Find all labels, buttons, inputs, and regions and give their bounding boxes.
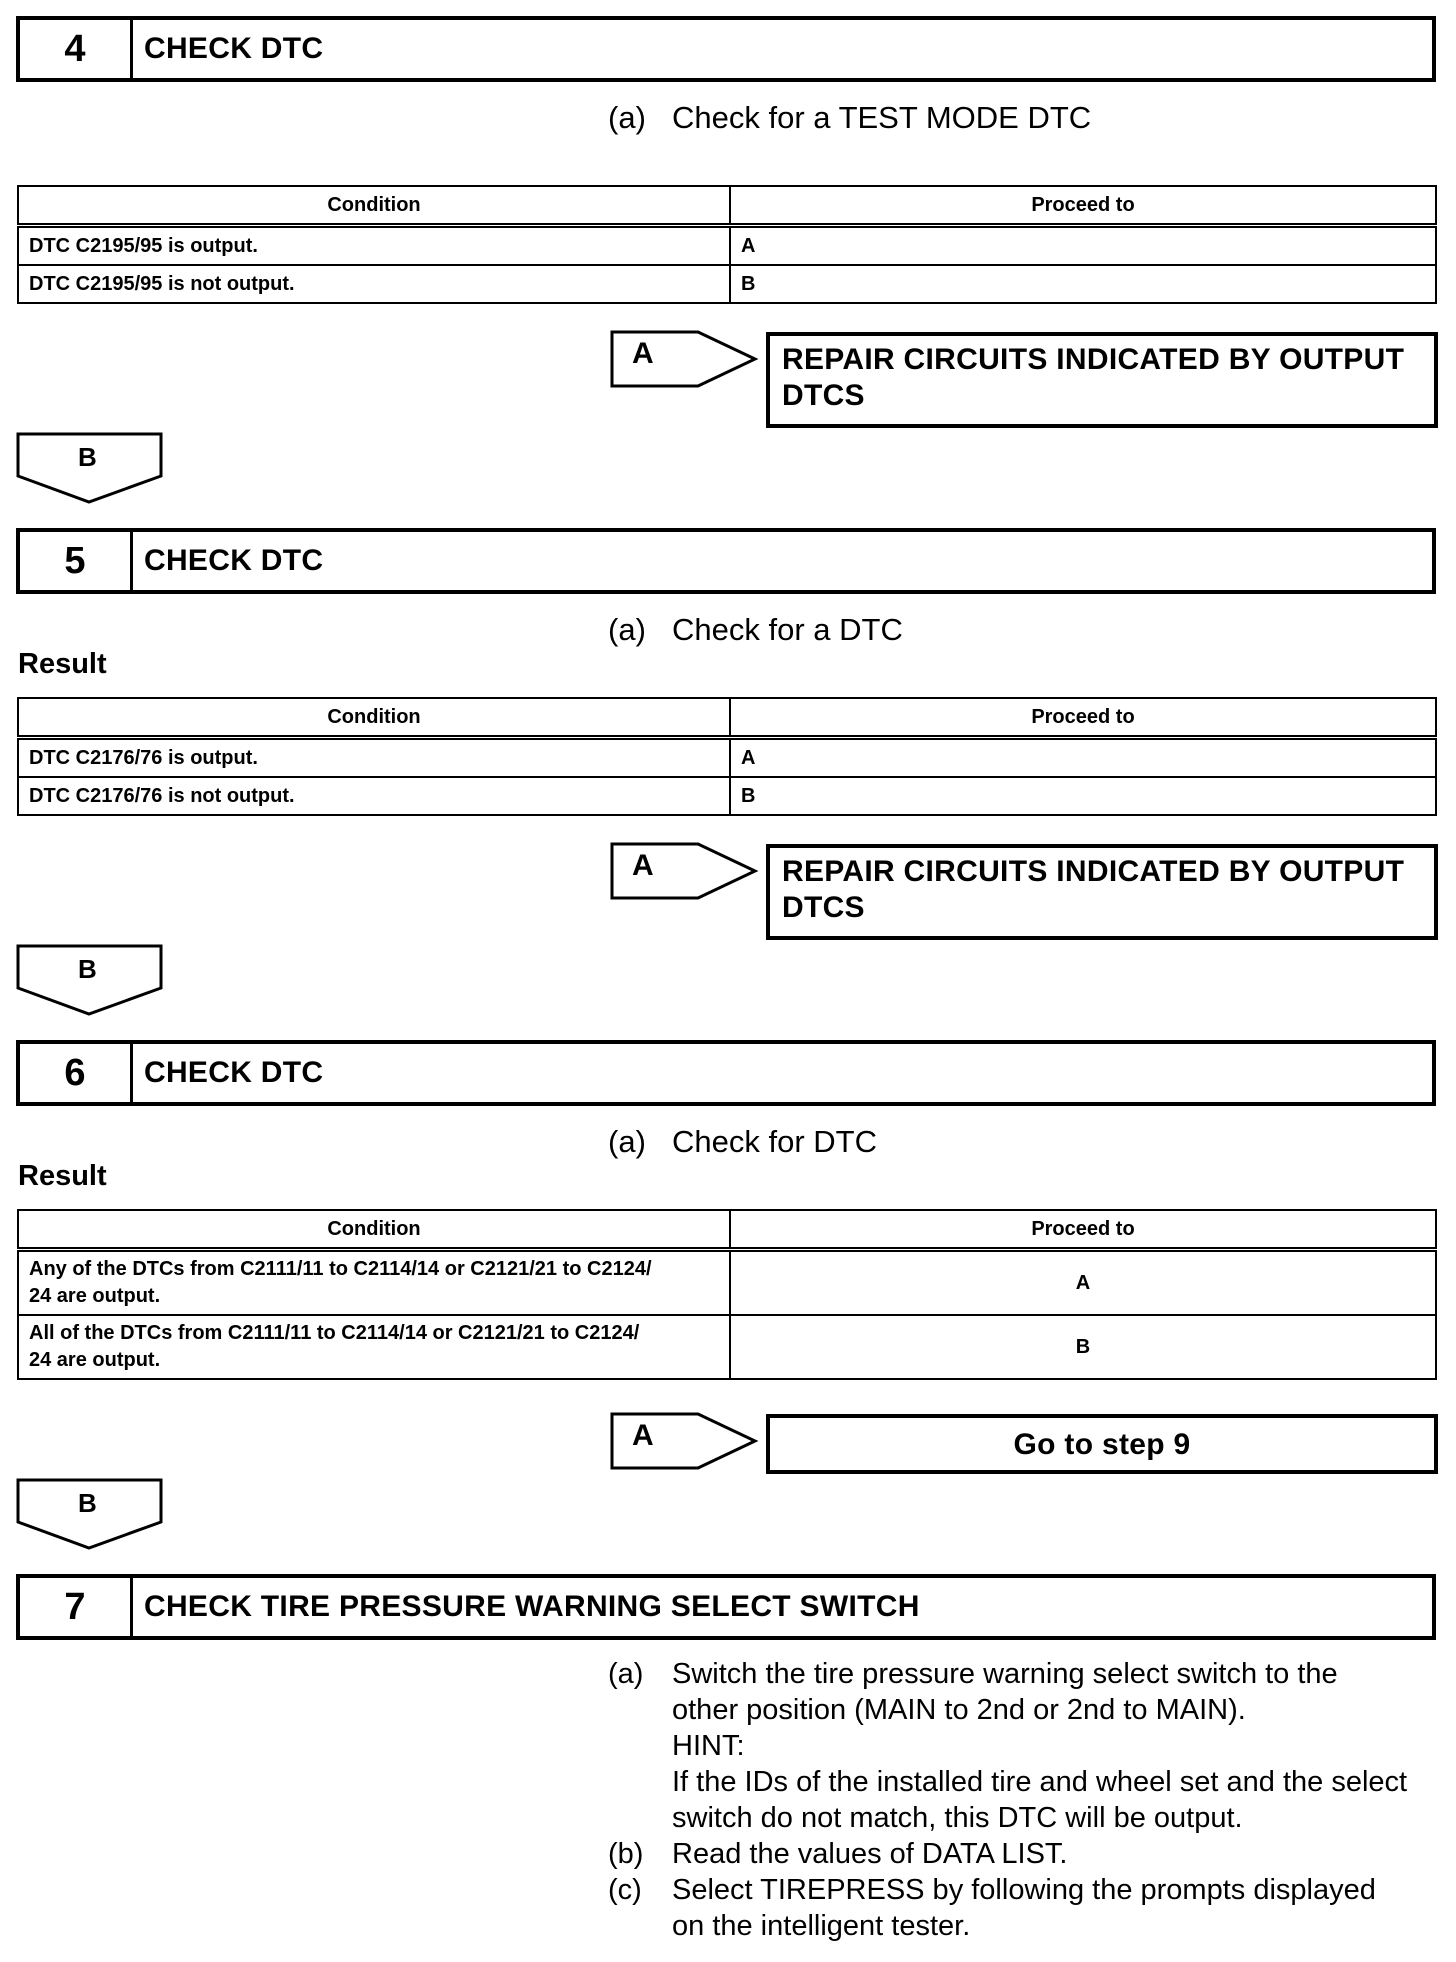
- condition-cell: DTC C2195/95 is output.: [18, 226, 730, 266]
- branch-letter: A: [632, 1419, 654, 1452]
- proceed-cell: B: [730, 265, 1436, 303]
- header-proceed-to: Proceed to: [730, 1210, 1436, 1250]
- header-proceed-to: Proceed to: [730, 186, 1436, 226]
- branch-a-result: Go to step 9: [766, 1414, 1438, 1474]
- step-4-condition-table: [17, 185, 1437, 304]
- instruction-line: other position (MAIN to 2nd or 2nd to MAIN).: [672, 1694, 1246, 1726]
- step-title: CHECK DTC: [144, 544, 324, 577]
- table-header-row: [18, 1210, 1436, 1250]
- proceed-cell: B: [730, 1315, 1436, 1379]
- sub-label: (c): [608, 1874, 642, 1906]
- step-7-header: [16, 1574, 1436, 1640]
- instruction-c: [608, 1872, 1428, 1944]
- header-proceed-to: Proceed to: [730, 698, 1436, 738]
- branch-a-arrow: [610, 1412, 760, 1470]
- sub-label: (a): [608, 1658, 644, 1690]
- branch-letter: B: [78, 1488, 97, 1518]
- step-6-header: [16, 1040, 1436, 1106]
- header-condition: Condition: [18, 186, 730, 226]
- header-condition: Condition: [18, 1210, 730, 1250]
- branch-letter: A: [632, 337, 654, 370]
- proceed-cell: A: [730, 226, 1436, 266]
- step-7-instructions: [608, 1656, 1428, 1944]
- step-title: CHECK TIRE PRESSURE WARNING SELECT SWITCH: [144, 1590, 920, 1623]
- step-5-condition-table: [17, 697, 1437, 816]
- proceed-cell: B: [730, 777, 1436, 815]
- condition-cell: DTC C2176/76 is output.: [18, 738, 730, 778]
- hint-line: switch do not match, this DTC will be output.: [672, 1802, 1243, 1834]
- step-number: 6: [20, 1044, 133, 1102]
- instruction-b: [608, 1836, 1428, 1872]
- result-line-2: DTCS: [782, 379, 865, 412]
- branch-a-result: [766, 844, 1438, 940]
- step-title: CHECK DTC: [144, 1056, 324, 1089]
- table-row: [18, 777, 1436, 815]
- condition-cell: DTC C2176/76 is not output.: [18, 777, 730, 815]
- condition-line-2: 24 are output.: [29, 1285, 161, 1307]
- sub-text: Check for DTC: [672, 1124, 877, 1159]
- proceed-cell: A: [730, 738, 1436, 778]
- branch-letter: B: [78, 954, 97, 984]
- step-5-header: [16, 528, 1436, 594]
- branch-a-arrow: [610, 330, 760, 388]
- step-6-sub-a: [608, 1124, 877, 1160]
- step-number: 4: [20, 20, 133, 78]
- table-row: [18, 738, 1436, 778]
- condition-line-2: 24 are output.: [29, 1349, 161, 1371]
- branch-b-arrow: [16, 1478, 164, 1550]
- result-label: Result: [18, 648, 107, 680]
- branch-a-result: [766, 332, 1438, 428]
- sub-label: (b): [608, 1838, 644, 1870]
- branch-a-arrow: [610, 842, 760, 900]
- condition-cell: DTC C2195/95 is not output.: [18, 265, 730, 303]
- result-line-2: DTCS: [782, 891, 865, 924]
- proceed-cell: A: [730, 1250, 1436, 1316]
- table-header-row: [18, 698, 1436, 738]
- step-4-sub-a: [608, 100, 1091, 136]
- condition-line-1: All of the DTCs from C2111/11 to C2114/14 or C2121/21 to C2124/: [29, 1322, 640, 1344]
- result-line-1: REPAIR CIRCUITS INDICATED BY OUTPUT: [782, 855, 1405, 888]
- sub-text: Check for a TEST MODE DTC: [672, 100, 1092, 135]
- table-row: [18, 226, 1436, 266]
- step-number: 5: [20, 532, 133, 590]
- instruction-line: Read the values of DATA LIST.: [672, 1838, 1068, 1870]
- instruction-a: [608, 1656, 1428, 1836]
- hint-line: If the IDs of the installed tire and wheel set and the select: [672, 1766, 1408, 1798]
- result-label: Result: [18, 1160, 107, 1192]
- table-header-row: [18, 186, 1436, 226]
- instruction-line: Switch the tire pressure warning select switch to the: [672, 1658, 1338, 1690]
- step-number: 7: [20, 1578, 133, 1636]
- step-5-sub-a: [608, 612, 903, 648]
- branch-letter: A: [632, 849, 654, 882]
- branch-b-arrow: [16, 432, 164, 504]
- step-4-header: [16, 16, 1436, 82]
- sub-label: (a): [608, 612, 646, 647]
- hint-label: HINT:: [672, 1730, 745, 1762]
- table-row: [18, 1250, 1436, 1316]
- table-row: [18, 265, 1436, 303]
- table-row: [18, 1315, 1436, 1379]
- instruction-line: Select TIREPRESS by following the prompts displayed: [672, 1874, 1376, 1906]
- step-6-condition-table: [17, 1209, 1437, 1380]
- instruction-line: on the intelligent tester.: [672, 1910, 971, 1942]
- header-condition: Condition: [18, 698, 730, 738]
- condition-cell: [18, 1250, 730, 1316]
- step-title: CHECK DTC: [144, 32, 324, 65]
- result-line-1: REPAIR CIRCUITS INDICATED BY OUTPUT: [782, 343, 1405, 376]
- branch-b-arrow: [16, 944, 164, 1016]
- sub-label: (a): [608, 1124, 646, 1159]
- sub-label: (a): [608, 100, 646, 135]
- branch-letter: B: [78, 442, 97, 472]
- condition-line-1: Any of the DTCs from C2111/11 to C2114/14 or C2121/21 to C2124/: [29, 1258, 652, 1280]
- condition-cell: [18, 1315, 730, 1379]
- sub-text: Check for a DTC: [672, 612, 903, 647]
